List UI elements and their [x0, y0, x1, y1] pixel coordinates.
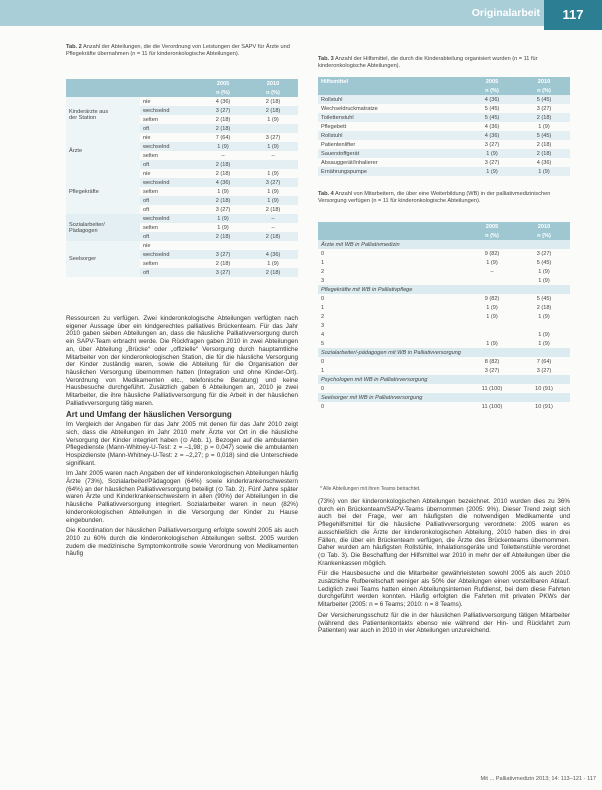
table3-item: Ernährungspumpe	[318, 167, 466, 176]
table2-value-2010: 2 (18)	[248, 232, 298, 241]
table3-item: Absauggerät/Inhalierer	[321, 159, 378, 166]
table3-caption	[318, 56, 570, 70]
table4-count: 1	[321, 367, 325, 374]
table3-value-2005: 4 (36)	[466, 131, 518, 140]
table4-value-2005	[466, 330, 518, 339]
table2-value-2010: 1 (9)	[267, 188, 279, 195]
table-row	[318, 357, 570, 366]
table2-row-label: oft	[143, 206, 150, 213]
table2-row-label: wechselnd	[140, 214, 198, 223]
table4-value-2005: –	[490, 268, 494, 275]
table4-value-2005: 11 (100)	[481, 403, 503, 410]
table3-value-2010: 2 (18)	[518, 149, 570, 158]
table2-row-label: wechselnd	[140, 106, 198, 115]
table4-value-2010: 10 (91)	[535, 403, 553, 410]
table4-section-row	[318, 393, 570, 402]
table3-caption-text: Anzahl der Hilfsmittel, die durch die Kinderabteilung organisiert wurden (n = 11 für kinderonkologische Abteilungen).	[318, 56, 538, 69]
table2-value-2010: 4 (36)	[248, 250, 298, 259]
table2-value-2005: 2 (18)	[215, 170, 231, 177]
table4-value-2010: 1 (9)	[538, 331, 550, 338]
table-row	[318, 113, 570, 122]
table-row	[318, 104, 570, 113]
table4-count: 0	[321, 358, 325, 365]
table4-count: 4	[321, 331, 325, 338]
table2-value-2005: 1 (9)	[217, 224, 229, 231]
table2-value-2010: 1 (9)	[267, 170, 279, 177]
table2-value-2010: 3 (27)	[248, 178, 298, 187]
table4-section-row	[318, 240, 570, 249]
table2-caption-lead: Tab. 2	[66, 44, 82, 50]
table2-group-label: Kinderärzte aus der Station	[66, 97, 140, 133]
table3-item: Wechseldruckmatratze	[321, 105, 378, 112]
table2-value-2005: 2 (18)	[198, 232, 248, 241]
right-paragraph-1: (73%) von der kinderonkologischen Abteilungen bezeichnet. 2010 wurden dies zu 36% durch ein Brückenteam/SAPV-Teams übernommen (2005: 9%). Dieser Trend zeigt sich auch bei der Frage, wer am häufigsten die notwendigen Medikamente und Pflegehilfsmittel für die häusliche Palliativversorgung verordnete: 2005 waren es ausschließlich die Ärzte der kinderonkologischen Abteilung, 2010 haben dies in drei Fällen, die über ein Brückenteam verfügen, die Ärzte des Brückenteams übernommen. Daher wurden am häufigsten Rollstühle, Inhalationsgeräte und Toilettenstühle verordnet (⊙ Tab. 3). Die Beschaffung der Hilfsmittel war 2010 in mehr der elf Abteilungen über die Krankenkassen möglich.	[318, 498, 570, 567]
table2-unit-2010: n (%)	[248, 88, 298, 97]
table2-value-2010	[248, 124, 298, 133]
table-row	[318, 312, 570, 321]
table3-value-2005: 4 (36)	[484, 123, 500, 130]
table2-group-label: Pflegekräfte	[66, 169, 140, 214]
table3-value-2005: 3 (27)	[484, 141, 500, 148]
table3-item: Rollstuhl	[318, 95, 466, 104]
table4-col-2005: 2005	[466, 222, 518, 231]
table3-unit-2010: n (%)	[518, 86, 570, 95]
table4-value-2005	[466, 321, 518, 330]
table3-value-2005: 1 (9)	[466, 149, 518, 158]
table3-value-2010: 5 (45)	[518, 131, 570, 140]
table2-value-2010: 2 (18)	[248, 106, 298, 115]
table-row	[318, 95, 570, 104]
table2-col-2010: 2010	[248, 79, 298, 88]
table3-value-2005: 3 (27)	[484, 159, 500, 166]
table3-caption-lead: Tab. 3	[318, 56, 334, 62]
table4	[318, 222, 570, 411]
table2-value-2005: 4 (36)	[215, 98, 231, 105]
table-row	[318, 140, 570, 149]
table2-value-2005: 4 (36)	[198, 178, 248, 187]
table2-value-2005: 2 (18)	[215, 260, 231, 267]
left-paragraph-2: Im Vergleich der Angaben für das Jahr 2005 mit denen für das Jahr 2010 zeigt sich, dass die Abteilungen im Jahr 2010 mehr Ärzte vor Ort in die häusliche Versorgung der Kinder integriert haben (⊙ Abb. 1). Bezogen auf die ambulanten Pflegedienste (Mann-Whitney-U-Test: z = –1,98; p = 0,047) sowie die ambulanten Hospizdienste (Mann-Whitney-U-Test: z = –2,27; p = 0,018) sind die Unterschiede signifikant.	[66, 421, 298, 467]
table4-section-title: Sozialarbeiter/-pädagogen mit WB in Palliativversorgung	[318, 348, 570, 357]
table3-value-2005: 1 (9)	[466, 167, 518, 176]
table4-note: * Alle Abteilungen mit ihren Teams betrachtet.	[320, 486, 421, 492]
table4-caption	[318, 191, 570, 205]
table4-value-2010: 1 (9)	[538, 277, 550, 284]
table3	[318, 77, 570, 176]
table4-value-2005: 9 (82)	[484, 250, 500, 257]
table2-value-2005: 2 (18)	[215, 116, 231, 123]
table4-col-2010: 2010	[518, 222, 570, 231]
table2-row-label: wechselnd	[140, 142, 198, 151]
table2-row-label: nie	[143, 242, 151, 249]
table4-count: 0	[321, 385, 325, 392]
table-row	[318, 249, 570, 258]
table-row	[318, 339, 570, 348]
table2-value-2005: 2 (18)	[198, 196, 248, 205]
table2-value-2010	[248, 241, 298, 250]
table4-count: 2	[321, 313, 325, 320]
table-row	[66, 241, 298, 250]
page-footer: Mit ... Palliativmedizin 2013; 14: 113–121 · 117	[480, 776, 596, 782]
table-row	[318, 258, 570, 267]
table3-col-2010: 2010	[518, 77, 570, 86]
table2-value-2010: 1 (9)	[267, 116, 279, 123]
table2-row-label: nie	[143, 170, 151, 177]
table3-value-2010: 4 (36)	[536, 159, 552, 166]
table-row	[318, 131, 570, 140]
table3-value-2005: 5 (45)	[466, 113, 518, 122]
table-row	[318, 402, 570, 411]
table4-value-2005	[466, 276, 518, 285]
table4-count: 0	[321, 295, 325, 302]
table2-value-2005: 2 (18)	[198, 160, 248, 169]
table4-value-2010: 10 (91)	[535, 385, 553, 392]
table2	[66, 79, 298, 277]
table4-value-2005: 11 (100)	[481, 385, 503, 392]
table2-caption	[66, 44, 298, 58]
page-header	[0, 0, 602, 30]
table-row	[318, 321, 570, 330]
table4-value-2005: 1 (9)	[486, 340, 498, 347]
table4-count: 5	[321, 340, 325, 347]
table3-value-2010: 1 (9)	[538, 123, 550, 130]
table2-value-2010: 3 (27)	[265, 134, 281, 141]
table2-caption-text: Anzahl der Abteilungen, die die Verordnung von Leistungen der SAPV für Ärzte und Pflegekräfte übernahmen (n = 11 für kinderonkologische Abteilungen).	[66, 44, 290, 57]
table2-value-2010: 1 (9)	[267, 260, 279, 267]
table2-row-label: oft	[140, 232, 198, 241]
table4-count: 0	[321, 250, 325, 257]
right-paragraph-2: Für die Hausbesuche und die Mitarbeiter gewährleisteten sowohl 2005 als auch 2010 zusätzliche Rufbereitschaft weniger als 50% der Abteilungen einen vorstellbaren Ablauf. Lediglich zwei Teams hatten einen Abteilungsinternen Rufdienst, bei dem diese Fahrten durchgeführt werden konnten. Häufig erfolgten die Fahrten mit privaten PKWs der Mitarbeiter (2005: n = 6 Teams; 2010: n = 8 Teams).	[318, 570, 570, 609]
left-column	[66, 315, 298, 558]
table2-value-2005: 3 (27)	[198, 250, 248, 259]
left-paragraph-4: Die Koordination der häuslichen Palliativversorgung erfolgte sowohl 2005 als auch 2010 zu 60% durch die kinderonkologischen Abteilungen selbst. 2005 wurden zudem die medizinische Symptomkontrolle sowie Verordnung von Medikamenten häufig	[66, 527, 298, 558]
table2-value-2005: 1 (9)	[217, 188, 229, 195]
table2-value-2005: 1 (9)	[198, 214, 248, 223]
table-row	[66, 214, 298, 223]
table3-item: Sauerstoffgerät	[318, 149, 466, 158]
table4-caption-text: Anzahl von Mitarbeitern, die über eine Weiterbildung (WB) in der palliativmedizinischen Versorgung verfügen (n = 11 für kinderonkologische Abteilungen).	[318, 191, 551, 204]
table2-value-2010: 2 (18)	[265, 98, 281, 105]
table3-value-2010: 1 (9)	[518, 167, 570, 176]
table2-value-2010: 2 (18)	[248, 268, 298, 277]
table2-row-label: nie	[143, 98, 151, 105]
table-row	[318, 167, 570, 176]
table-row	[66, 169, 298, 178]
table2-row-label: oft	[140, 124, 198, 133]
table2-value-2005: 7 (64)	[215, 134, 231, 141]
table2-group-label: Seelsorger	[66, 241, 140, 277]
table-row	[318, 294, 570, 303]
table2-group-label: Ärzte	[66, 133, 140, 169]
table2-row-label: selten	[143, 116, 158, 123]
table2-value-2010: 1 (9)	[248, 142, 298, 151]
table4-section-row	[318, 285, 570, 294]
table-row	[66, 97, 298, 106]
table2-row-label: wechselnd	[140, 178, 198, 187]
table3-value-2010: 2 (18)	[518, 113, 570, 122]
table2-row-label: oft	[140, 268, 198, 277]
table-row	[318, 158, 570, 167]
table2-value-2010: –	[248, 214, 298, 223]
table2-row-label: selten	[143, 152, 158, 159]
table4-section-row	[318, 348, 570, 357]
table4-value-2010: 5 (45)	[536, 259, 552, 266]
table2-value-2010: 1 (9)	[248, 196, 298, 205]
table4-value-2010: 1 (9)	[538, 340, 550, 347]
table3-item: Rollstuhl	[318, 131, 466, 140]
table2-row-label: selten	[143, 260, 158, 267]
table2-row-label: selten	[143, 188, 158, 195]
table2-col-2005: 2005	[198, 79, 248, 88]
table4-section-title: Pflegekräfte mit WB in Palliativpflege	[318, 285, 570, 294]
table2-unit-2005: n (%)	[198, 88, 248, 97]
table4-value-2005: 9 (82)	[484, 295, 500, 302]
table2-value-2005: –	[221, 152, 225, 159]
table4-count: 3	[321, 277, 325, 284]
table4-value-2010: 1 (9)	[538, 268, 550, 275]
table-row	[318, 366, 570, 375]
right-column	[318, 498, 570, 635]
table4-value-2005: 1 (9)	[486, 259, 498, 266]
table2-row-label: oft	[140, 160, 198, 169]
left-paragraph-3: Im Jahr 2005 waren nach Angaben der elf kinderonkologischen Abteilungen häufig Ärzte (73%), Sozialarbeiter/Pädagogen (64%) sowie kinderkrankenschwestern (64%) an der häuslichen Palliativversorgung beteiligt (⊙ Tab. 2). Fünf Jahre später waren Ärzte und Kinderkrankenschwestern in allen (90%) der Abteilungen in die häusliche Palliativversorgung integriert. Sozialarbeiter waren in neun (82%) kinderonkologischen Abteilungen in die Versorgung der Kinder zu Hause eingebunden.	[66, 470, 298, 524]
table2-value-2005: 3 (27)	[215, 206, 231, 213]
table-row	[318, 122, 570, 131]
table3-value-2010: 2 (18)	[536, 141, 552, 148]
header-label: Originalarbeit	[471, 7, 540, 19]
table3-value-2010: 5 (45)	[518, 95, 570, 104]
section-heading: Art und Umfang der häuslichen Versorgung	[66, 410, 232, 420]
left-paragraph-1: Ressourcen zu verfügen. Zwei kinderonkologische Abteilungen verfügten nach eigener Aussage über ein kindgerechtes palliatives Brückenteam. Für das Jahr 2010 gaben sieben Abteilungen an, dass die häusliche Palliativversorgung durch ein SAPV-Team erbracht werde. Die Rückfragen gaben 2010 in zwei Abteilungen an, über Abteilung „Brücke“ oder „offizielle“ Versorgung durch hauptamtliche Mitarbeiter von der kinderonkologischen Station, die für die häusliche Versorgung der Kinder zuständig waren, sowie die Abteilung für die Organisation der häuslichen Versorgung übernommen hatten (Integration und ohne Kinder-Ort). Verordnung von Medikamenten etc., telefonische Beratung) und keine Hausbesuche durchgeführt. Zusätzlich gaben 6 Abteilungen an, 2010 je zwei Mitarbeiter, die ihre häusliche Palliativversorgung für die Arbeit in der häuslichen Palliativversorgung tätig waren.	[66, 315, 298, 407]
table4-value-2010: 3 (27)	[536, 250, 552, 257]
table4-count: 1	[321, 259, 325, 266]
table2-value-2005: 2 (18)	[198, 124, 248, 133]
table3-value-2005: 5 (45)	[484, 105, 500, 112]
table3-value-2010: 3 (27)	[536, 105, 552, 112]
table-row	[318, 276, 570, 285]
table4-count: 3	[321, 322, 325, 329]
table4-count: 0	[321, 403, 325, 410]
table4-unit-2010: n (%)	[518, 231, 570, 240]
table2-value-2010: 2 (18)	[265, 206, 281, 213]
table2-row-label: wechselnd	[140, 250, 198, 259]
table2-value-2010	[248, 160, 298, 169]
table2-value-2010: –	[271, 152, 275, 159]
table2-row-label: selten	[143, 224, 158, 231]
table-row	[66, 133, 298, 142]
table4-value-2010: 7 (64)	[536, 358, 552, 365]
table4-value-2010: 3 (27)	[536, 367, 552, 374]
table-row	[318, 267, 570, 276]
table4-value-2010: 5 (45)	[536, 295, 552, 302]
table2-row-label: nie	[143, 134, 151, 141]
table4-value-2010	[518, 321, 570, 330]
table3-item: Pflegebett	[321, 123, 347, 130]
table3-item: Toilettenstuhl	[318, 113, 466, 122]
table2-value-2005: 1 (9)	[198, 142, 248, 151]
table4-section-title: Seelsorger mit WB in Palliativversorgung	[318, 393, 570, 402]
table4-value-2010: 1 (9)	[538, 313, 550, 320]
table2-row-label: oft	[140, 196, 198, 205]
table4-value-2005: 3 (27)	[484, 367, 500, 374]
right-paragraph-3: Der Versicherungsschutz für die in der häuslichen Palliativversorgung tätigen Mitarbeiter (während des Patientenkontakts ebenso wie während der Hin- und Rückfahrt zum Patienten) war auch in 2010 in vier Abteilungen unzureichend.	[318, 611, 570, 635]
table3-col-2005: 2005	[466, 77, 518, 86]
table3-value-2005: 4 (36)	[466, 95, 518, 104]
table4-section-title: Ärzte mit WB in Palliativmedizin	[318, 240, 570, 249]
table3-head: Hilfsmittel	[318, 77, 466, 86]
table2-value-2010: –	[271, 224, 275, 231]
table2-value-2005	[198, 241, 248, 250]
table2-value-2005: 3 (27)	[198, 106, 248, 115]
table-row	[318, 330, 570, 339]
table-row	[318, 384, 570, 393]
page-number: 117	[544, 0, 602, 30]
table2-group-label: Sozialarbeiter/ Pädagogen	[66, 214, 140, 241]
table4-value-2005: 1 (9)	[486, 304, 498, 311]
table2-value-2005: 3 (27)	[198, 268, 248, 277]
table3-unit-2005: n (%)	[466, 86, 518, 95]
table4-count: 2	[321, 268, 325, 275]
table4-count: 1	[321, 304, 325, 311]
table-row	[318, 303, 570, 312]
table-row	[318, 149, 570, 158]
table4-caption-lead: Tab. 4	[318, 191, 334, 197]
table4-section-title: Psychologen mit WB in Palliativversorgung	[318, 375, 570, 384]
table4-value-2010: 2 (18)	[536, 304, 552, 311]
table4-unit-2005: n (%)	[466, 231, 518, 240]
table3-item: Patientenlifter	[321, 141, 356, 148]
table4-value-2005: 1 (9)	[486, 313, 498, 320]
table4-value-2005: 8 (82)	[484, 358, 500, 365]
table4-section-row	[318, 375, 570, 384]
